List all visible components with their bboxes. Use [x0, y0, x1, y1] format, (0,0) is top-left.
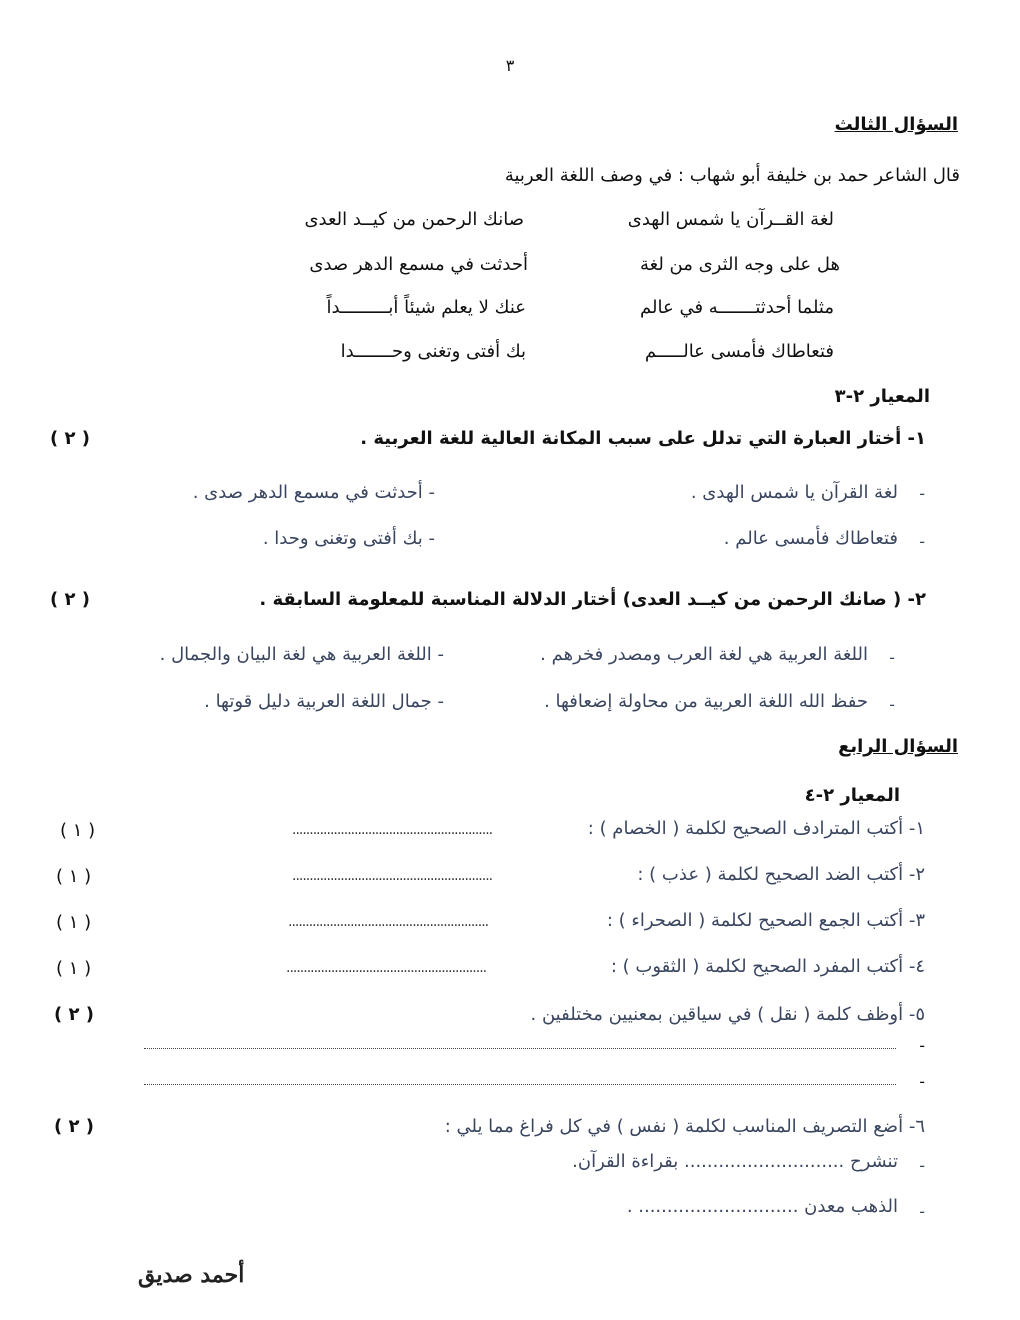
q4-item6-text: ٦- أضع التصريف المناسب لكلمة ( نفس ) في كل فراغ مما يلي : — [444, 1116, 925, 1137]
q4-standard: المعيار ٢-٤ — [804, 785, 900, 806]
q4-item1-text: ١- أكتب المترادف الصحيح لكلمة ( الخصام ) : — [587, 818, 925, 839]
q3-item1-option-3: فتعاطاك فأمسى عالم . — [723, 528, 898, 549]
q3-item2-mark: ( ٢ ) — [50, 589, 90, 610]
q3-item2-dash-2: - — [889, 695, 895, 714]
q3-intro: قال الشاعر حمد بن خليفة أبو شهاب : في وصف اللغة العربية — [504, 165, 960, 186]
q3-item2-option-2: - اللغة العربية هي لغة البيان والجمال . — [159, 644, 444, 665]
q3-item1-option-1: لغة القرآن يا شمس الهدى . — [690, 482, 898, 503]
q4-item1-blank[interactable]: .......................................................... — [292, 822, 493, 838]
q4-item6-dash-1: - — [919, 1156, 925, 1175]
poem-line-3-left: عنك لا يعلم شيئاً أبـــــــــداً — [326, 297, 526, 318]
q4-item2-mark: ( ١ ) — [56, 866, 92, 887]
q4-item1-mark: ( ١ ) — [60, 820, 96, 841]
q3-item2-text: ٢- ( صانك الرحمن من كيــد العدى) أختار الدلالة المناسبة للمعلومة السابقة . — [259, 589, 926, 610]
q3-item2-option-4: - جمال اللغة العربية دليل قوتها . — [204, 691, 444, 712]
q3-item2-option-3: حفظ الله اللغة العربية من محاولة إضعافها . — [544, 691, 868, 712]
q4-item6-dash-2: - — [919, 1202, 925, 1221]
q4-item4-blank[interactable]: .......................................................... — [286, 960, 487, 976]
poem-line-2-right: هل على وجه الثرى من لغة — [639, 254, 840, 275]
page-number: ٣ — [505, 56, 515, 75]
q3-item1-text: ١- أختار العبارة التي تدلل على سبب المكانة العالية للغة العربية . — [360, 428, 926, 449]
q3-item1-dash-2: - — [919, 532, 925, 551]
q3-item1-mark: ( ٢ ) — [50, 428, 90, 449]
q4-item6-line-2: الذهب معدن ............................ . — [626, 1196, 898, 1217]
poem-line-3-right: مثلما أحدثتـــــــه في عالم — [640, 297, 834, 318]
q4-item5-mark: ( ٢ ) — [54, 1004, 94, 1025]
poem-line-2-left: أحدثت في مسمع الدهر صدى — [309, 254, 528, 275]
q4-item5-dash-1: - — [919, 1036, 925, 1055]
q4-item3-mark: ( ١ ) — [56, 912, 92, 933]
q4-item3-text: ٣- أكتب الجمع الصحيح لكلمة ( الصحراء ) : — [606, 910, 925, 931]
signature: أحمد صديق — [138, 1262, 245, 1288]
poem-line-4-left: بك أفتى وتغنى وحـــــــدا — [340, 341, 526, 362]
q4-item5-dash-2: - — [919, 1072, 925, 1091]
q3-item2-option-1: اللغة العربية هي لغة العرب ومصدر فخرهم . — [540, 644, 868, 665]
q3-standard: المعيار ٢-٣ — [834, 386, 930, 407]
q4-title: السؤال الرابع — [838, 736, 958, 757]
q4-item5-answer-line-1[interactable] — [144, 1048, 896, 1049]
q4-item2-text: ٢- أكتب الضد الصحيح لكلمة ( عذب ) : — [637, 864, 925, 885]
q3-item1-option-2: - أحدثت في مسمع الدهر صدى . — [192, 482, 435, 503]
q4-item4-mark: ( ١ ) — [56, 958, 92, 979]
q3-title: السؤال الثالث — [834, 114, 958, 135]
poem-line-4-right: فتعاطاك فأمسى عالـــــم — [644, 341, 834, 362]
poem-line-1-right: لغة القــرآن يا شمس الهدى — [627, 209, 834, 230]
q3-item2-dash-1: - — [889, 648, 895, 667]
q4-item3-blank[interactable]: .......................................................... — [288, 914, 489, 930]
q3-item1-dash-1: - — [919, 484, 925, 503]
q4-item6-line-1: تنشرح ............................ بقراءة القرآن. — [572, 1151, 898, 1172]
q4-item5-text: ٥- أوظف كلمة ( نقل ) في سياقين بمعنيين مختلفين . — [530, 1004, 925, 1025]
q4-item6-mark: ( ٢ ) — [54, 1116, 94, 1137]
q4-item4-text: ٤- أكتب المفرد الصحيح لكلمة ( الثقوب ) : — [610, 956, 925, 977]
q4-item5-answer-line-2[interactable] — [144, 1084, 896, 1085]
q3-item1-option-4: - بك أفتى وتغنى وحدا . — [262, 528, 435, 549]
poem-line-1-left: صانك الرحمن من كيــد العدى — [304, 209, 524, 230]
q4-item2-blank[interactable]: .......................................................... — [292, 868, 493, 884]
